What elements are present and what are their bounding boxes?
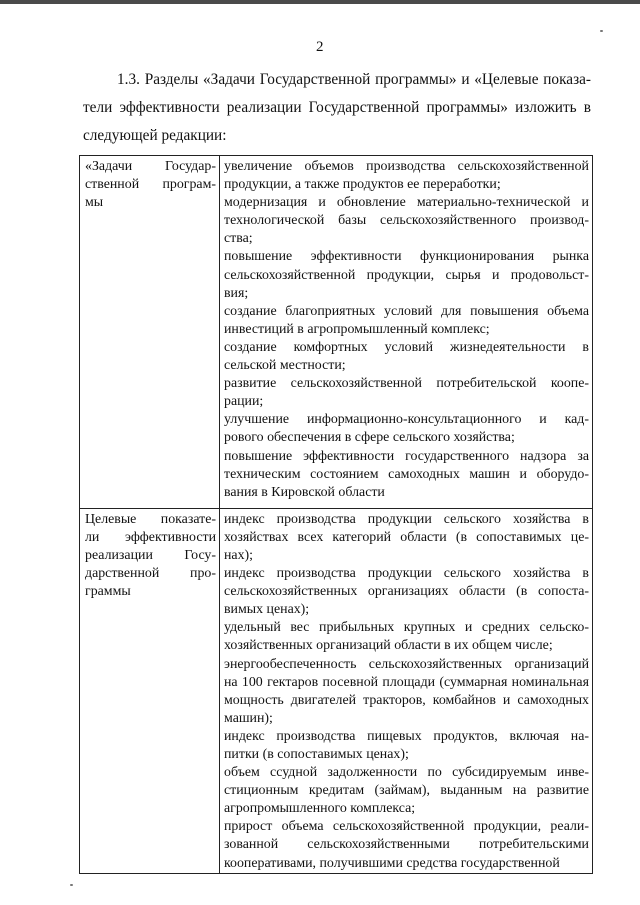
row-content-line: улучшение информационно-консультационного и кад- (224, 412, 589, 428)
program-sections-table (79, 155, 593, 874)
row-content-line: удельный вес прибыльных крупных и средних сельско- (224, 620, 589, 636)
intro-paragraph (83, 66, 591, 150)
row-content-line: рации; (224, 394, 264, 410)
row-content-line: технологической базы сельскохозяйственного производ- (224, 213, 589, 229)
row-label-line: мы (85, 195, 104, 211)
row-content-line: индекс производства продукции сельского хозяйства в (224, 566, 589, 582)
row-content-line: повышение эффективности функционирования рынка (224, 249, 589, 265)
row-content-line: стиционным кредитам (займам), выданным на развитие (224, 783, 589, 799)
row-content-line: создание благоприятных условий для повышения объема (224, 303, 589, 319)
row-content-line: питки (в сопоставимых ценах); (224, 747, 409, 762)
row-content-line: ства; (224, 231, 253, 247)
intro-line: следующей редакции: (83, 127, 227, 144)
row-label-cell (80, 156, 220, 509)
row-label-line: Целевые показате- (85, 511, 216, 527)
row-content-line: индекс производства пищевых продуктов, включая на- (224, 728, 589, 744)
row-content-line: вия; (224, 285, 249, 301)
row-content-line: объем ссудной задолженности по субсидируемым инве- (224, 765, 589, 781)
row-content-line: создание комфортных условий жизнедеятельности в (224, 339, 589, 355)
row-content-line: агропромышленного комплекса; (224, 801, 416, 817)
row-content-line: продукции, а также продуктов ее переработки; (224, 177, 501, 193)
row-content-line: энергообеспеченность сельскохозяйственных организаций (224, 656, 589, 672)
row-content-line: вания в Кировской области (224, 484, 385, 500)
row-content-line: на 100 гектаров посевной площади (суммарная номинальная (224, 674, 589, 690)
row-content-cell (220, 156, 593, 509)
row-content-line: мощность двигателей тракторов, комбайнов и самоходных (224, 692, 589, 708)
page-number: 2 (316, 39, 324, 55)
row-content-line: сельской местности; (224, 358, 346, 374)
row-label-line: «Задачи Государ- (85, 159, 216, 174)
row-content-line: вимых ценах); (224, 602, 310, 618)
row-content-line: машин); (224, 710, 273, 726)
row-content-line: сельскохозяйственной продукции, сырья и продовольст- (224, 267, 589, 283)
row-content-line: увеличение объемов производства сельскохозяйственной (224, 159, 589, 174)
row-content-line: хозяйственных организаций области в их общем числе; (224, 638, 553, 654)
intro-line: тели эффективности реализации Государственной программы» изложить в (83, 99, 591, 116)
row-content-line: повышение эффективности государственного надзора за (224, 448, 589, 464)
row-content-line: кооперативами, получившими средства государственной (224, 855, 560, 871)
row-label-line: ственной програм- (85, 177, 216, 193)
row-content-line: модернизация и обновление материально-технической и (224, 195, 589, 211)
row-content-line: развитие сельскохозяйственной потребительской коопе- (224, 376, 589, 392)
row-content-line: прирост объема сельскохозяйственной продукции, реали- (224, 819, 589, 835)
row-content-line: сельскохозяйственных организациях области (в сопоста- (224, 584, 589, 600)
row-content-line: техническим состоянием самоходных машин и оборудо- (224, 466, 589, 482)
row-label-line: ли эффективности (85, 529, 216, 545)
scan-speck (70, 884, 73, 886)
intro-line: 1.3. Разделы «Задачи Государственной программы» и «Целевые показа- (117, 71, 591, 88)
row-content-line: индекс производства продукции сельского хозяйства в (224, 511, 589, 527)
table-row-indicators (80, 508, 593, 873)
row-content-line: нах); (224, 547, 254, 563)
row-content-line: хозяйствах всех категорий области (в сопоставимых це- (224, 529, 589, 545)
row-label-cell (80, 508, 220, 873)
row-label-line: граммы (85, 584, 131, 600)
row-content-line: зованной сельскохозяйственными потребительскими (224, 837, 589, 853)
row-content-line: рового обеспечения в сфере сельского хозяйства; (224, 430, 515, 446)
scan-speck (600, 30, 603, 32)
row-label-line: реализации Госу- (85, 547, 216, 563)
row-content-cell (220, 508, 593, 873)
table-row-goals (80, 156, 593, 509)
row-content-line: инвестиций в агропромышленный комплекс; (224, 321, 490, 337)
page-top-border (0, 0, 640, 4)
row-label-line: дарственной про- (85, 566, 216, 582)
